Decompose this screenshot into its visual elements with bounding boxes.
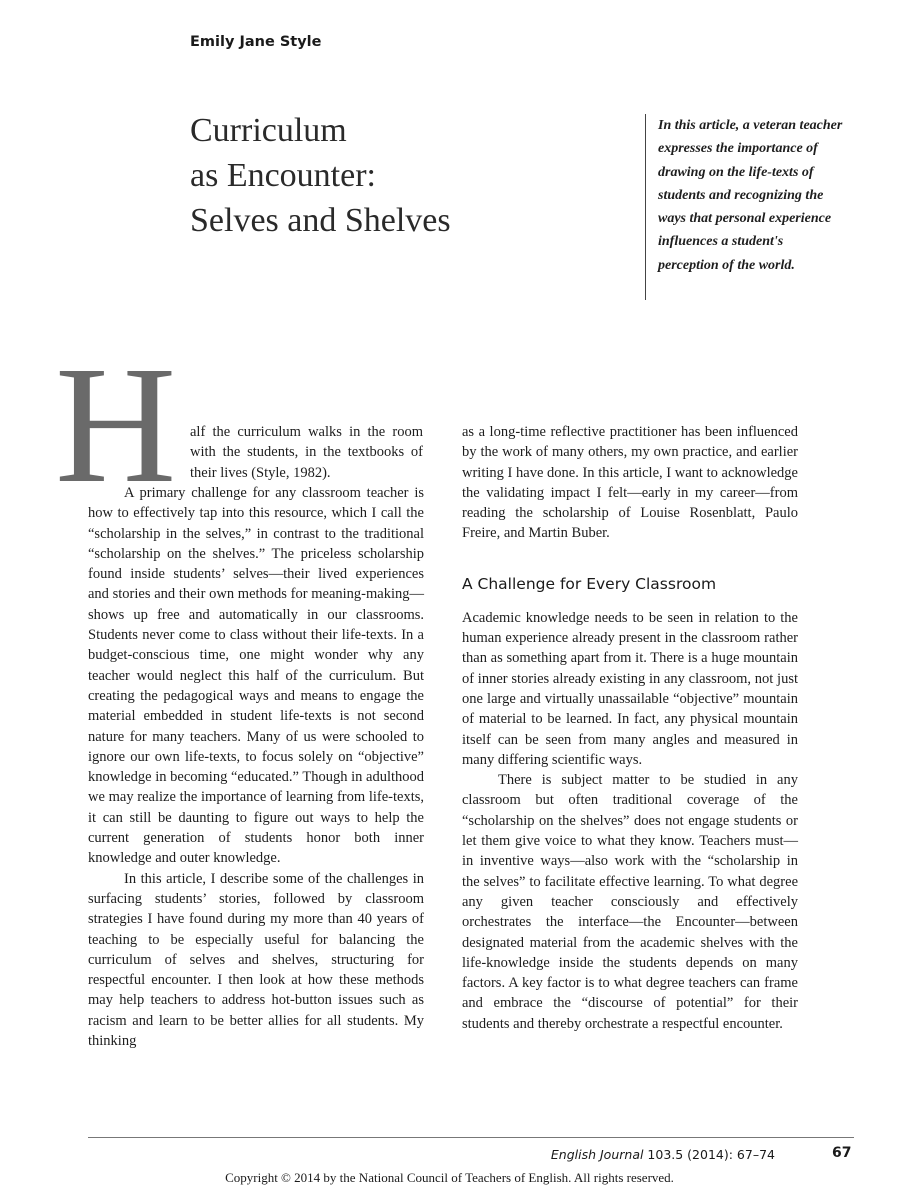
copyright-notice: Copyright © 2014 by the National Council of Teachers of English. All rights reserved.	[225, 1170, 674, 1185]
journal-citation	[551, 1147, 775, 1162]
paragraph: Academic knowledge needs to be seen in relation to the human experience already present in the classroom rather than as something apart from it. There is a huge mountain of inner stories already existing in any classroom, not just one large and virtually unassailable “objective” mountain of material to be learned. In fact, any physical mountain itself can be seen from many angles and measured in many differing scientific ways.	[462, 609, 798, 768]
section-heading: A Challenge for Every Classroom	[462, 574, 717, 593]
title-line-2: as Encounter:	[190, 157, 376, 194]
paragraph: There is subject matter to be studied in any classroom but often traditional coverage of the “scholarship on the shelves” does not engage students or let them give voice to what they know. Teachers must—in inventive ways—also work with the “scholarship in the selves” to facilitate effective learning. To what degree any given teacher consciously and effectively orchestrates the interface—the Encounter—between designated material from the academic shelves with the life-knowledge inside the students depends on many factors. A key factor is to what degree teachers can frame and embrace the “discourse of potential” for their students and thereby orchestrate a respectful encounter.	[462, 772, 798, 1032]
paragraph: In this article, I describe some of the challenges in surfacing students’ stories, followed by classroom strategies I have found during my more than 40 years of teaching to be especially useful for balancing the curriculum of selves and shelves, structuring for respectful encounter. I then look at how these methods may help teachers to address hot-button issues such as racism and learn to be better allies for all students. My thinking	[88, 870, 424, 1050]
page-number: 67	[832, 1145, 852, 1161]
article-abstract: In this article, a veteran teacher expresses the importance of drawing on the life-texts of students and recognizing the ways that personal experience influences a student's perception of the world.	[645, 114, 845, 300]
opening-paragraph: alf the curriculum walks in the room with the students, in the textbooks of their lives (Style, 1982).	[190, 424, 423, 481]
drop-cap: H	[55, 332, 177, 518]
journal-name: English Journal	[550, 1147, 644, 1162]
author-name: Emily Jane Style	[190, 34, 322, 50]
paragraph: A primary challenge for any classroom teacher is how to effectively tap into this resource, which I call the “scholarship in the selves,” in contrast to the traditional “scholarship on the shelves.” The priceless scholarship found inside students’ selves—their lived experiences and stories and their own methods for meaning-making—shows up free and automatically in our classrooms. Students never come to class without their life-texts. In a budget-conscious time, one might wonder why any teacher would neglect this half of the curriculum. But creating the pedagogical ways and means to engage the material embedded in student life-texts is not second nature for many teachers. Many of us were schooled to ignore our own life-texts, to focus solely on “objective” knowledge in becoming “educated.” Though in adulthood we may realize the importance of learning from life-texts, it can still be daunting to figure out ways to help the current generation of students honor both inner knowledge and outer knowledge.	[88, 485, 424, 867]
column-1-opening	[190, 422, 423, 483]
footer-divider	[88, 1137, 854, 1138]
article-title	[190, 108, 610, 243]
paragraph: as a long-time reflective practitioner has been influenced by the work of many others, my own practice, and earlier writing I have done. In this article, I want to acknowledge the validating impact I felt—early in my career—from reading the scholarship of Louise Rosenblatt, Paulo Freire, and Martin Buber.	[462, 424, 798, 542]
column-2	[462, 422, 798, 1034]
column-1	[88, 483, 424, 1051]
title-line-1: Curriculum	[190, 112, 347, 149]
title-line-3: Selves and Shelves	[190, 202, 451, 239]
journal-issue: 103.5 (2014): 67–74	[643, 1147, 775, 1162]
